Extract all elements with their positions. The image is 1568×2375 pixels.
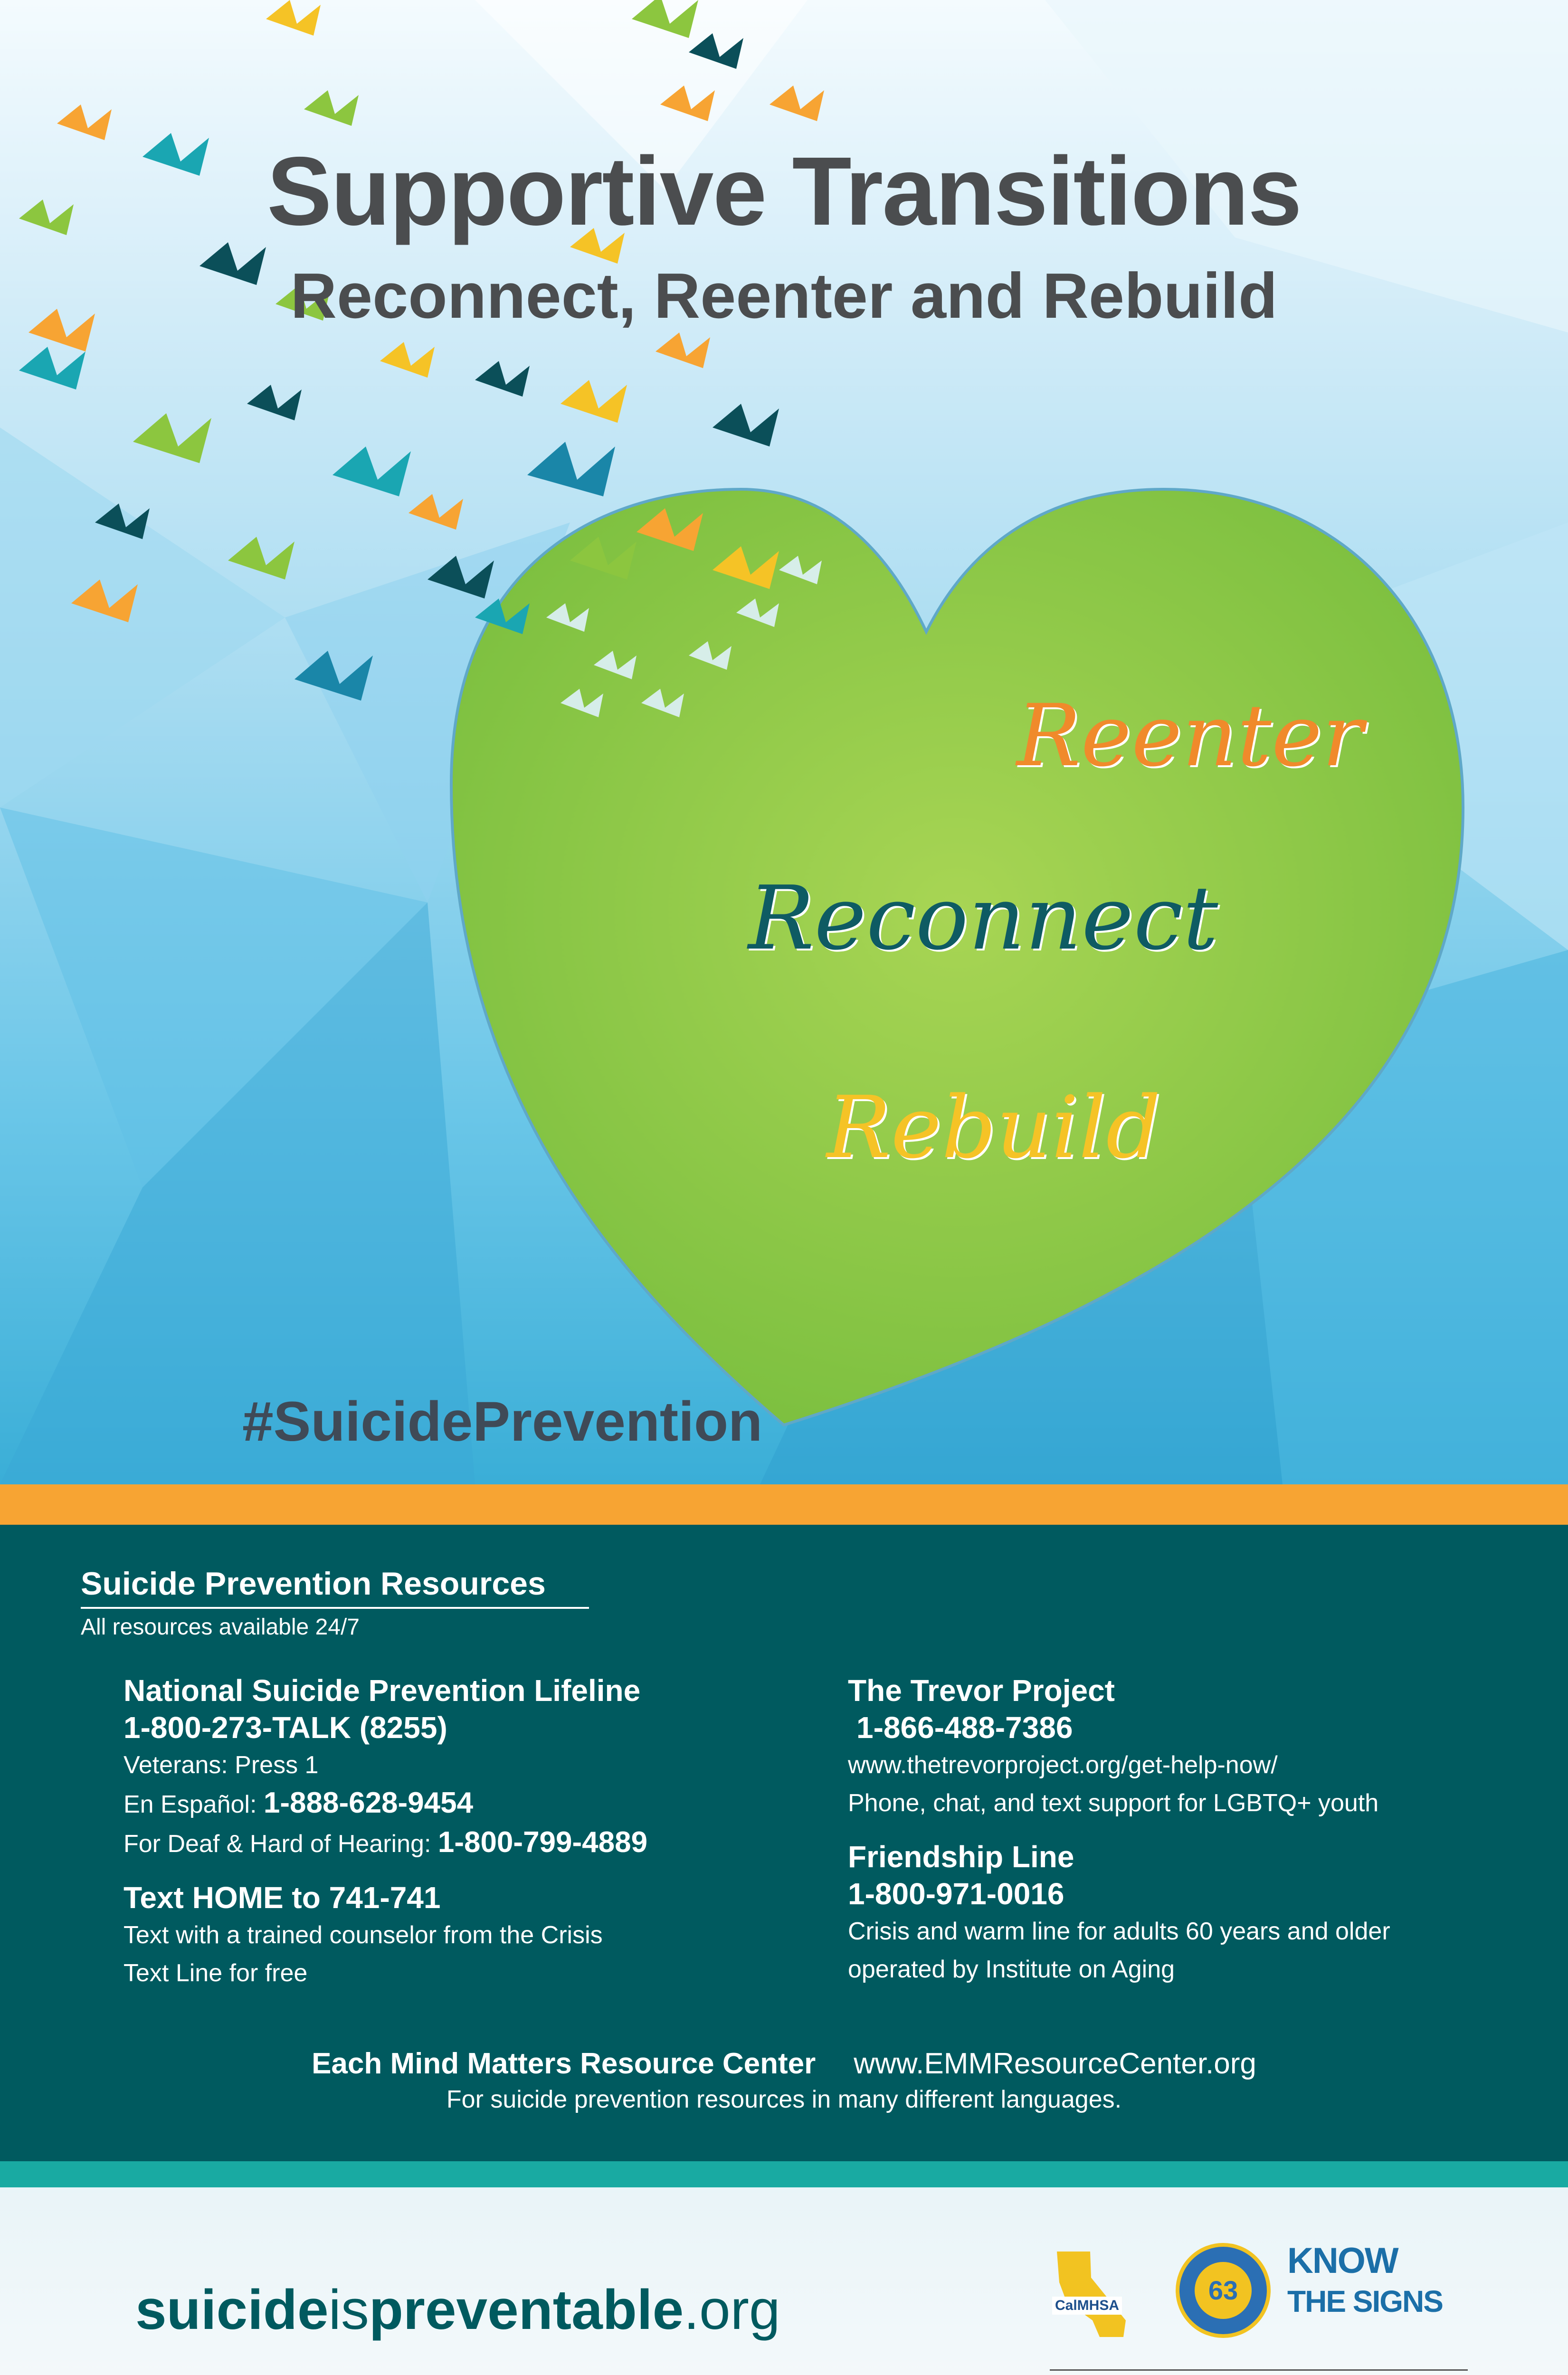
espanol-label: En Español: [124, 1791, 264, 1818]
seal-number: 63 [1195, 2262, 1252, 2319]
heart-word-reconnect: Reconnect [748, 867, 1218, 969]
lifeline-name: National Suicide Prevention Lifeline [124, 1673, 641, 1708]
emm-resource-center [0, 2045, 1568, 2116]
espanol-phone[interactable]: 1-888-628-9454 [263, 1786, 474, 1819]
text-home-line2: Text Line for free [124, 1959, 308, 1987]
resources-left-column [124, 1672, 812, 1992]
website-link[interactable] [135, 2278, 780, 2342]
deaf-label: For Deaf & Hard of Hearing: [124, 1830, 438, 1858]
lifeline-espanol [124, 1784, 812, 1824]
friendship-phone[interactable]: 1-800-971-0016 [848, 1877, 1064, 1911]
resources-subheading: All resources available 24/7 [81, 1615, 360, 1640]
emm-name: Each Mind Matters Resource Center [312, 2047, 816, 2080]
page-subtitle: Reconnect, Reenter and Rebuild [290, 260, 1278, 332]
know-the-signs-logo [1287, 2241, 1443, 2318]
emm-desc: For suicide prevention resources in many different languages. [446, 2086, 1122, 2113]
lifeline-deaf [124, 1824, 812, 1863]
kts-line2: THE SIGNS [1287, 2284, 1443, 2318]
page-title: Supportive Transitions [266, 137, 1302, 246]
lifeline-phone[interactable]: 1-800-273-TALK (8255) [124, 1710, 447, 1745]
trevor-desc: Phone, chat, and text support for LGBTQ+ youth [848, 1789, 1379, 1817]
heart-word-rebuild: Rebuild [827, 1078, 1161, 1178]
trevor-name: The Trevor Project [848, 1673, 1115, 1708]
resources-heading: Suicide Prevention Resources [81, 1566, 546, 1602]
calmhsa-logo: CalMHSA [1052, 2297, 1122, 2315]
heading-underline [81, 1607, 589, 1609]
trevor-url[interactable]: www.thetrevorproject.org/get-help-now/ [848, 1751, 1278, 1779]
friendship-line2: operated by Institute on Aging [848, 1956, 1175, 1983]
orange-divider [0, 1484, 1568, 1525]
text-home-line1: Text with a trained counselor from the Crisis [124, 1921, 603, 1949]
kts-line1: KNOW [1287, 2241, 1398, 2281]
lifeline-veterans: Veterans: Press 1 [124, 1751, 319, 1779]
deaf-phone[interactable]: 1-800-799-4889 [437, 1826, 648, 1859]
funding-note [1050, 2369, 1468, 2375]
california-state-icon [1047, 2249, 1133, 2339]
hashtag: #SuicidePrevention [242, 1390, 763, 1453]
friendship-line1: Crisis and warm line for adults 60 years and older [848, 1918, 1390, 1945]
resources-right-column [848, 1672, 1537, 1988]
emm-url[interactable]: www.EMMResourceCenter.org [854, 2047, 1256, 2080]
site-part-preventable: preventable [369, 2279, 684, 2341]
site-part-suicide: suicide [135, 2279, 329, 2341]
teal-divider [0, 2161, 1568, 2187]
text-home-name: Text HOME to 741-741 [124, 1881, 441, 1915]
trevor-phone[interactable]: 1-866-488-7386 [856, 1710, 1073, 1745]
site-part-is: is [328, 2279, 369, 2341]
site-part-org: .org [684, 2279, 780, 2341]
friendship-name: Friendship Line [848, 1840, 1074, 1874]
heart-word-reenter: Reenter [1017, 686, 1363, 786]
